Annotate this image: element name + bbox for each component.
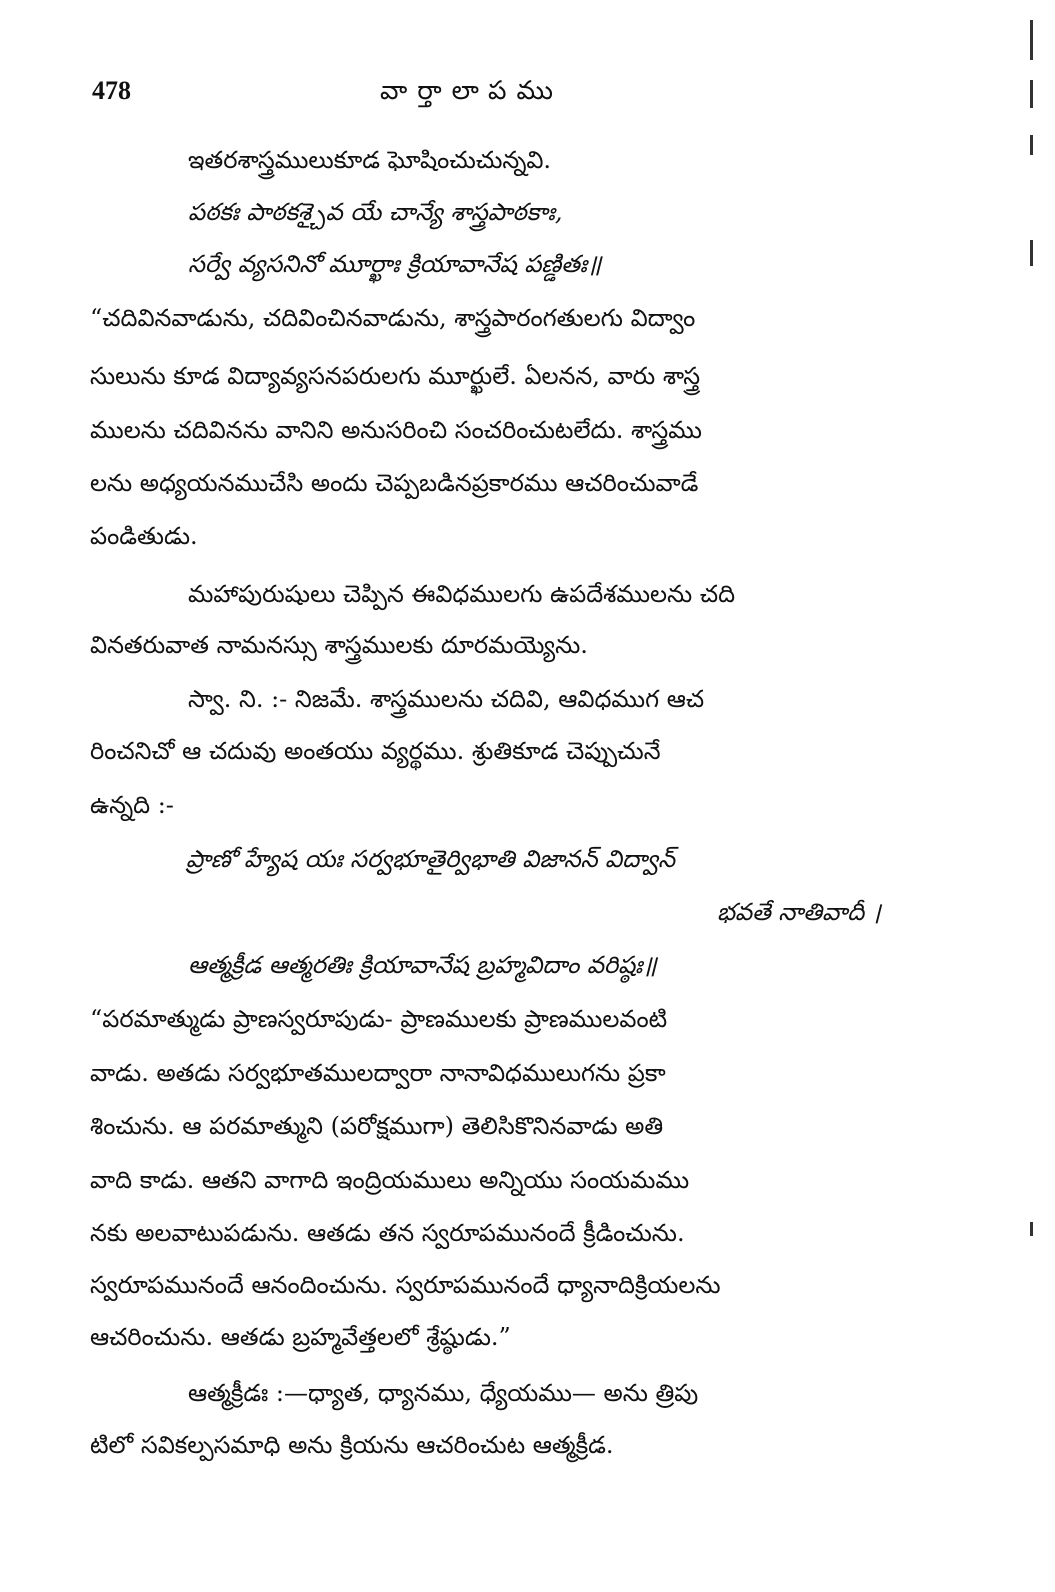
verse-line: భవతే నాతివాదీ । [717, 898, 881, 926]
running-title: వార్తాలాపము [380, 76, 564, 106]
body-line: ఆచరించును. ఆతడు బ్రహ్మవేత్తలలో శ్రేష్ఠుడు.” [90, 1323, 511, 1351]
scan-edge-mark [1030, 1222, 1033, 1236]
body-line: ఆత్మక్రీడః :—ధ్యాత, ధ్యానము, ధ్యేయము— అను త్రిపు [188, 1379, 699, 1407]
body-line: వాడు. అతడు సర్వభూతములద్వారా నానావిధములుగను ప్రకా [90, 1059, 666, 1087]
scan-edge-mark [1030, 240, 1033, 266]
page-number: 478 [92, 76, 131, 105]
body-line: లను అధ్యయనముచేసి అందు చెప్పబడినప్రకారము ఆచరించువాడే [90, 469, 699, 497]
body-line: ఉన్నది :- [90, 791, 174, 819]
body-line: సులును కూడ విద్యావ్యసనపరులగు మూర్ఖులే. ఏలనన, వారు శాస్త్ర [90, 362, 701, 390]
body-line: టిలో సవికల్పసమాధి అను క్రియను ఆచరించుట ఆత్మక్రీడ. [90, 1431, 614, 1459]
verse-line: ఆత్మక్రీడ ఆత్మరతిః క్రియావానేష బ్రహ్మవిదాం వరిష్ఠః॥ [188, 951, 657, 979]
body-line: వాది కాడు. ఆతని వాగాది ఇంద్రియములు అన్నియు సంయమము [90, 1166, 690, 1194]
verse-line: పఠకః పాఠకశ్చైవ యే చాన్యే శాస్త్రపాఠకాః, [188, 198, 563, 226]
body-line: “పరమాత్ముడు ప్రాణస్వరూపుడు- ప్రాణములకు ప్రాణములవంటి [90, 1005, 668, 1033]
body-line: శించును. ఆ పరమాత్ముని (పరోక్షముగా) తెలిసికొనినవాడు అతి [90, 1112, 664, 1140]
body-line: స్వరూపమునందే ఆనందించును. స్వరూపమునందే ధ్యానాదిక్రియలను [90, 1271, 721, 1299]
body-line: మహాపురుషులు చెప్పిన ఈవిధములగు ఉపదేశములను చది [188, 580, 736, 608]
body-line: నకు అలవాటుపడును. ఆతడు తన స్వరూపమునందే క్రీడించును. [90, 1219, 685, 1247]
body-line: వినతరువాత నామనస్సు శాస్త్రములకు దూరమయ్యెను. [90, 631, 588, 659]
verse-line: సర్వే వ్యసనినో మూర్ఖాః క్రియావానేష పణ్డితః॥ [188, 250, 602, 278]
body-line: స్వా. ని. :- నిజమే. శాస్త్రములను చదివి, ఆవిధముగ ఆచ [188, 685, 705, 713]
body-line: “చదివినవాడును, చదివించినవాడును, శాస్త్రపారంగతులగు విద్వాం [90, 304, 696, 332]
scan-edge-mark [1030, 80, 1033, 108]
scan-edge-mark [1030, 20, 1033, 60]
body-line: ఇతరశాస్త్రములుకూడ ఘోషించుచున్నవి. [188, 146, 552, 174]
body-line: ములను చదివినను వానిని అనుసరించి సంచరించుటలేదు. శాస్త్రము [90, 416, 702, 444]
verse-line: ప్రాణో హ్యేష యః సర్వభూతైర్విభాతి విజానన్ విద్వాన్ [186, 845, 675, 873]
body-line: పండితుడు. [90, 522, 198, 550]
scan-edge-mark [1030, 135, 1033, 155]
body-line: రించనిచో ఆ చదువు అంతయు వ్యర్థము. శ్రుతికూడ చెప్పుచునే [90, 737, 661, 765]
